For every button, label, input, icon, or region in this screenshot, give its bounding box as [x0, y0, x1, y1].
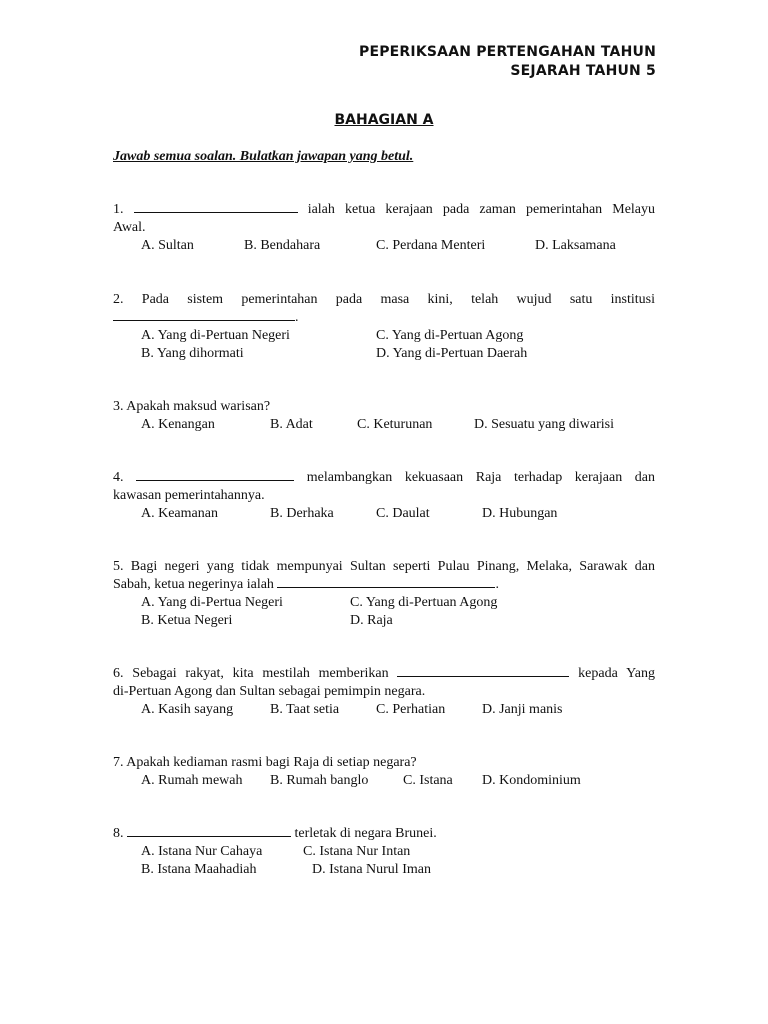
options-row [113, 416, 655, 434]
option-a[interactable]: A. Keamanan [141, 506, 218, 521]
option-d[interactable]: D. Istana Nurul Iman [312, 862, 431, 877]
question-text-line2: Sabah, ketua negerinya ialah [113, 577, 274, 592]
question-number: 3. [113, 399, 124, 414]
option-d[interactable]: D. Janji manis [482, 702, 563, 717]
option-c[interactable]: C. Yang di-Pertuan Agong [350, 595, 498, 610]
option-b[interactable]: B. Derhaka [270, 506, 334, 521]
question-text: Apakah maksud warisan? [126, 399, 271, 414]
answer-blank [134, 201, 298, 213]
question-number: 1. [113, 202, 124, 217]
question-text: ialah ketua kerajaan pada zaman pemerintahan Melayu [307, 202, 656, 217]
question-6 [113, 665, 655, 719]
question-8 [113, 825, 655, 879]
question-number: 7. [113, 755, 124, 770]
question-text: terletak di negara Brunei. [294, 826, 437, 841]
question-text: Apakah kediaman rasmi bagi Raja di setiap negara? [126, 755, 417, 770]
question-text-line2: di-Pertuan Agong dan Sultan sebagai pemimpin negara. [113, 684, 426, 699]
question-number: 2. [113, 292, 124, 307]
option-a[interactable]: A. Sultan [141, 238, 194, 253]
option-c[interactable]: C. Keturunan [357, 417, 433, 432]
options-row [113, 237, 655, 255]
option-c[interactable]: C. Istana [403, 773, 453, 788]
section-title: BAHAGIAN A [334, 112, 434, 128]
options-row [113, 327, 655, 345]
question-5 [113, 558, 655, 630]
question-text: melambangkan kekuasaan Raja terhadap kerajaan dan [306, 470, 656, 485]
question-1 [113, 201, 655, 255]
options-row [113, 772, 655, 790]
option-c[interactable]: C. Istana Nur Intan [303, 844, 411, 859]
option-b[interactable]: B. Istana Maahadiah [141, 862, 257, 877]
question-4 [113, 469, 655, 523]
option-b[interactable]: B. Adat [270, 417, 313, 432]
question-text-line2: Awal. [113, 220, 146, 235]
option-b[interactable]: B. Rumah banglo [270, 773, 369, 788]
option-a[interactable]: A. Kenangan [141, 417, 215, 432]
question-2 [113, 291, 655, 363]
answer-blank [127, 825, 291, 837]
options-row [113, 612, 655, 630]
question-number: 6. [113, 666, 124, 681]
option-a[interactable]: A. Yang di-Pertuan Negeri [141, 328, 290, 343]
option-c[interactable]: C. Perhatian [376, 702, 446, 717]
question-text-end: kepada Yang [578, 666, 655, 681]
question-number: 4. [113, 470, 124, 485]
option-b[interactable]: B. Taat setia [270, 702, 340, 717]
option-a[interactable]: A. Istana Nur Cahaya [141, 844, 263, 859]
option-c[interactable]: C. Daulat [376, 506, 430, 521]
option-c[interactable]: C. Perdana Menteri [376, 238, 486, 253]
option-d[interactable]: D. Sesuatu yang diwarisi [474, 417, 614, 432]
option-a[interactable]: A. Rumah mewah [141, 773, 243, 788]
option-a[interactable]: A. Yang di-Pertua Negeri [141, 595, 283, 610]
question-number: 8. [113, 826, 124, 841]
question-text-line2: kawasan pemerintahannya. [113, 488, 265, 503]
option-d[interactable]: D. Raja [350, 613, 393, 628]
options-row [113, 345, 655, 363]
option-b[interactable]: B. Ketua Negeri [141, 613, 233, 628]
question-text: Sebagai rakyat, kita mestilah memberikan [132, 666, 389, 681]
question-text: Pada sistem pemerintahan pada masa kini, telah wujud satu institusi [141, 292, 655, 307]
exam-title: PEPERIKSAAN PERTENGAHAN TAHUN [358, 44, 656, 60]
answer-blank [136, 469, 294, 481]
options-row [113, 843, 655, 861]
question-text: Bagi negeri yang tidak mempunyai Sultan seperti Pulau Pinang, Melaka, Sarawak dan [130, 559, 655, 574]
question-end-mark: . [495, 577, 499, 592]
options-row [113, 701, 655, 719]
question-end-mark: . [295, 310, 299, 325]
option-c[interactable]: C. Yang di-Pertuan Agong [376, 328, 524, 343]
options-row [113, 594, 655, 612]
answer-blank [397, 665, 569, 677]
question-7 [113, 754, 655, 790]
option-b[interactable]: B. Yang dihormati [141, 346, 244, 361]
question-number: 5. [113, 559, 124, 574]
instruction-text: Jawab semua soalan. Bulatkan jawapan yang betul. [113, 149, 414, 164]
option-d[interactable]: D. Hubungan [482, 506, 558, 521]
option-b[interactable]: B. Bendahara [244, 238, 321, 253]
question-3 [113, 398, 655, 434]
exam-subject: SEJARAH TAHUN 5 [510, 63, 656, 79]
answer-blank [277, 576, 495, 588]
options-row [113, 861, 655, 879]
option-d[interactable]: D. Kondominium [482, 773, 581, 788]
options-row [113, 505, 655, 523]
answer-blank [113, 309, 295, 321]
option-d[interactable]: D. Yang di-Pertuan Daerah [376, 346, 528, 361]
option-a[interactable]: A. Kasih sayang [141, 702, 234, 717]
option-d[interactable]: D. Laksamana [535, 238, 616, 253]
